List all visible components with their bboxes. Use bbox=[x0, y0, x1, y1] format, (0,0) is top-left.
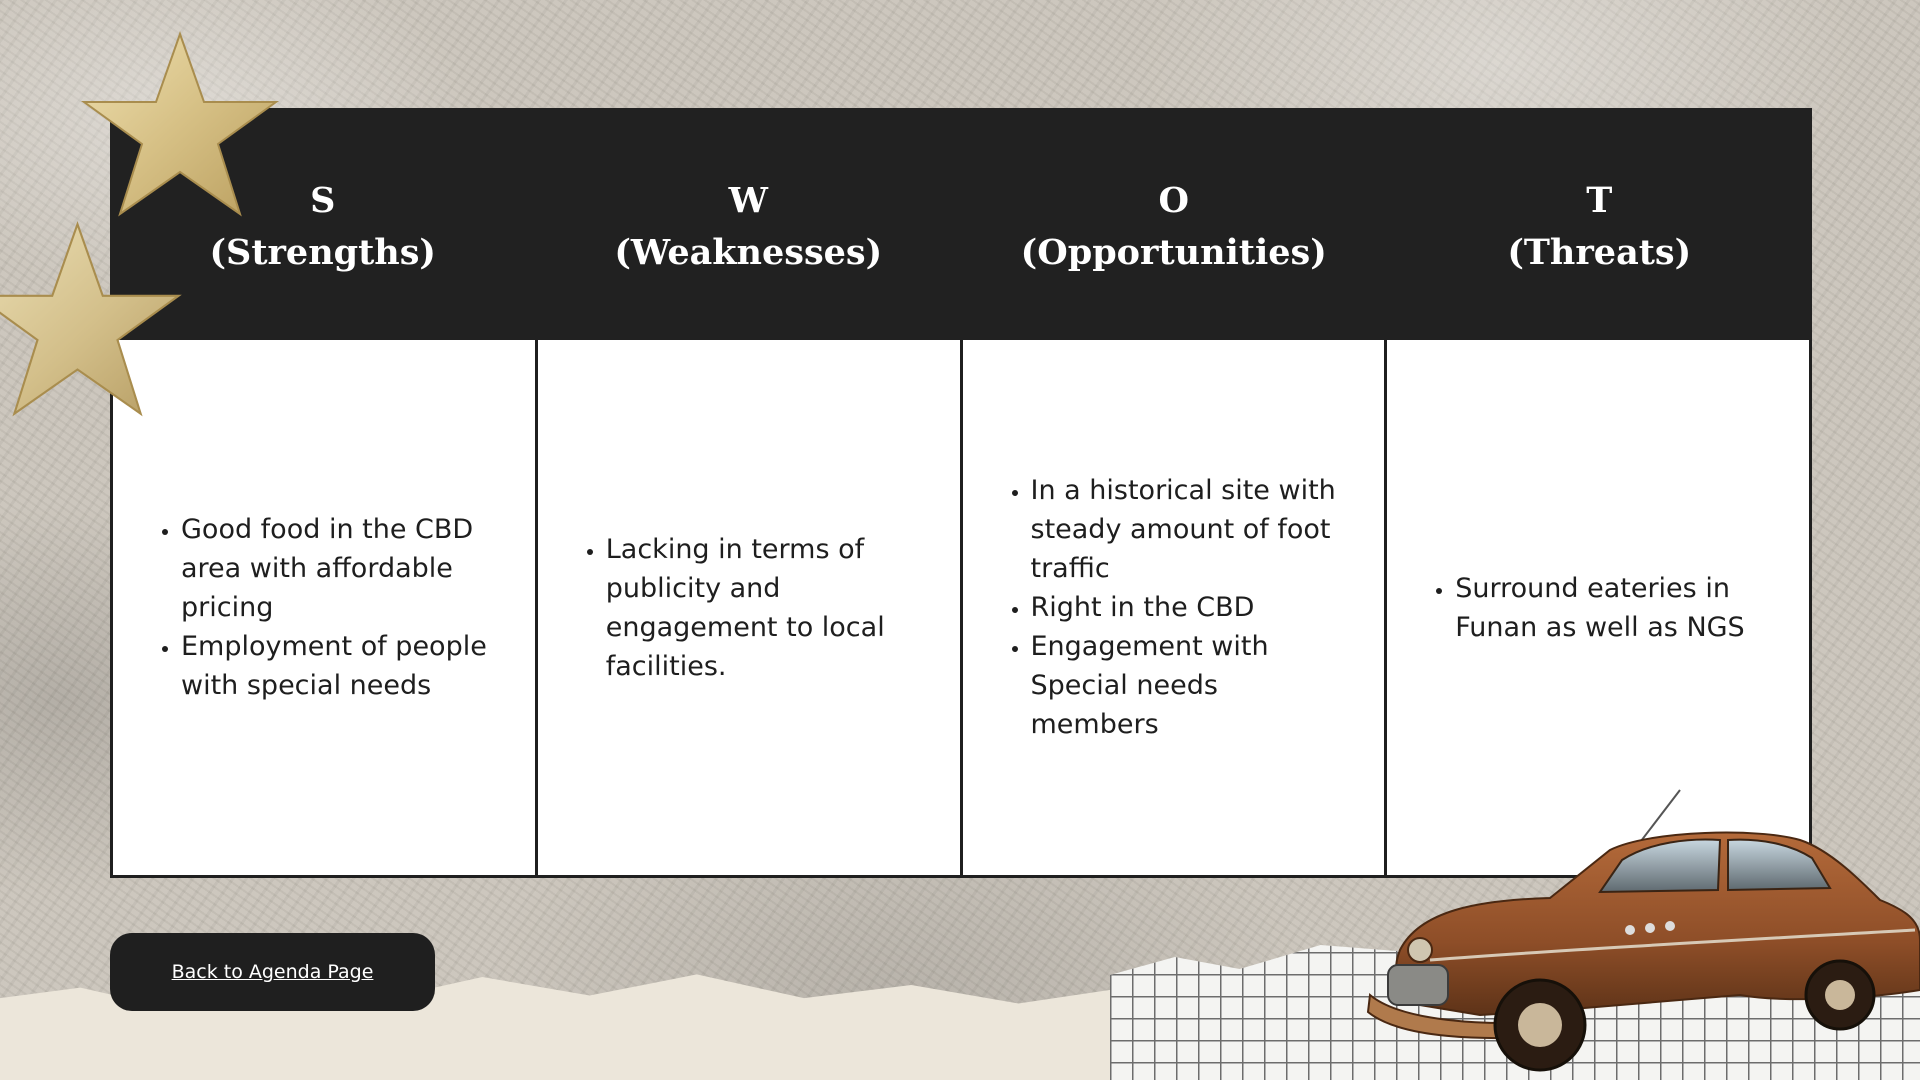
bullet-list bbox=[151, 510, 505, 705]
star-icon bbox=[80, 30, 280, 220]
swot-table bbox=[110, 108, 1812, 878]
header-letter: O bbox=[1158, 180, 1189, 221]
list-item: • In a historical site with steady amount of foot traffic bbox=[1031, 471, 1355, 588]
list-item: • Good food in the CBD area with affordable pricing bbox=[181, 510, 505, 627]
header-title: (Strengths) bbox=[209, 232, 436, 273]
swot-header-threats bbox=[1387, 108, 1813, 340]
header-letter: T bbox=[1586, 180, 1613, 221]
bullet-list bbox=[576, 530, 930, 686]
swot-cell-strengths bbox=[113, 340, 538, 875]
swot-header-weaknesses bbox=[536, 108, 962, 340]
list-item: • Surround eateries in Funan as well as NGS bbox=[1455, 569, 1779, 647]
back-to-agenda-button[interactable]: Back to Agenda Page bbox=[110, 933, 435, 1011]
swot-cell-opportunities bbox=[963, 340, 1388, 875]
vintage-car-image bbox=[1360, 780, 1920, 1080]
header-letter: S bbox=[310, 180, 336, 221]
list-item: • Lacking in terms of publicity and engagement to local facilities. bbox=[606, 530, 930, 686]
list-item: • Engagement with Special needs members bbox=[1031, 627, 1355, 744]
star-icon bbox=[0, 220, 185, 420]
swot-header-opportunities bbox=[961, 108, 1387, 340]
list-item: • Right in the CBD bbox=[1031, 588, 1355, 627]
list-item: • Employment of people with special needs bbox=[181, 627, 505, 705]
header-title: (Threats) bbox=[1507, 232, 1692, 273]
header-title: (Opportunities) bbox=[1020, 232, 1327, 273]
bullet-list bbox=[1001, 471, 1355, 744]
swot-header-row bbox=[110, 108, 1812, 340]
bullet-list bbox=[1425, 569, 1779, 647]
header-title: (Weaknesses) bbox=[614, 232, 883, 273]
swot-cell-weaknesses bbox=[538, 340, 963, 875]
header-letter: W bbox=[728, 180, 768, 221]
